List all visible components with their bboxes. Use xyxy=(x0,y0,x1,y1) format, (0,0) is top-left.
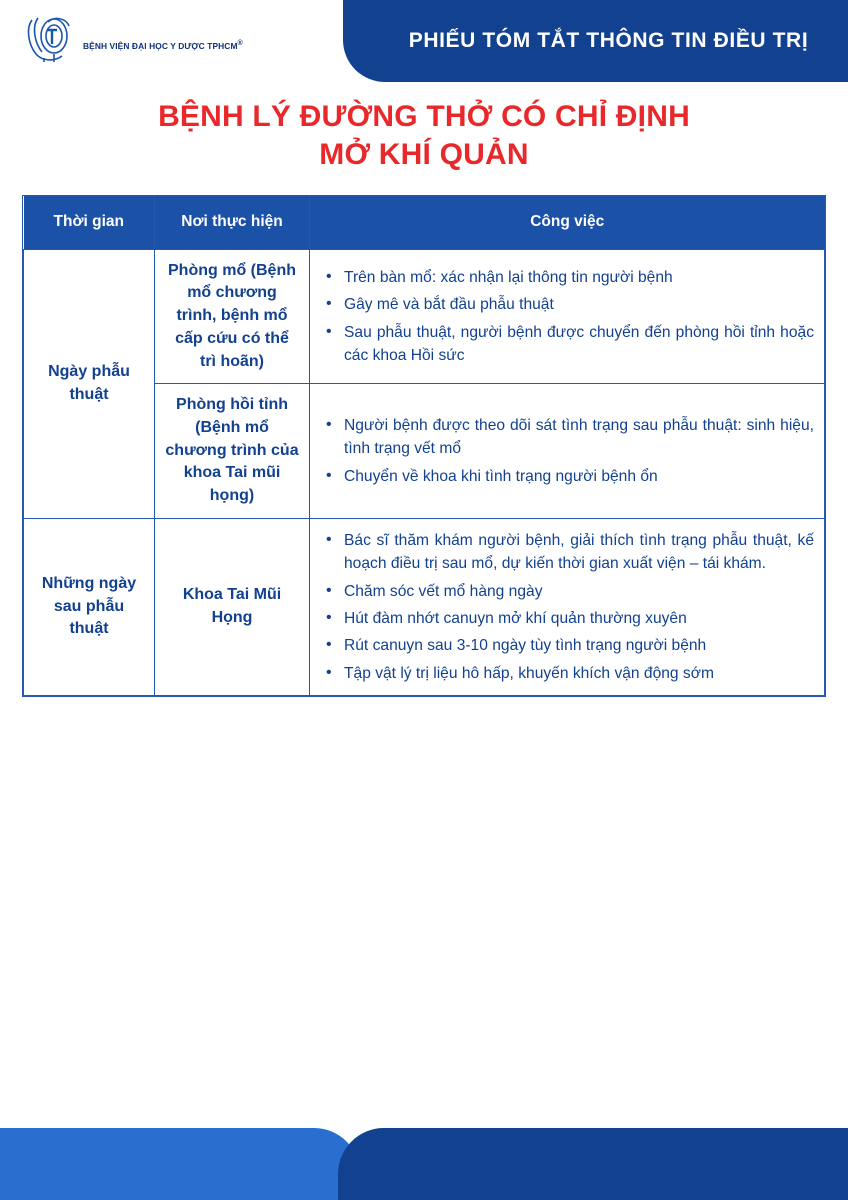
cell-tasks-recovery-room xyxy=(310,384,825,519)
list-item: • Chăm sóc vết mổ hàng ngày xyxy=(340,580,814,603)
list-item: • Trên bàn mổ: xác nhận lại thông tin người bệnh xyxy=(340,266,814,289)
hospital-logo-block xyxy=(24,14,243,64)
treatment-table xyxy=(23,196,825,696)
list-item: • Gây mê và bắt đầu phẫu thuật xyxy=(340,293,814,316)
table-header xyxy=(24,196,825,249)
footer-left-shape xyxy=(0,1128,360,1200)
cell-place-ent-department: Khoa Tai Mũi Họng xyxy=(155,518,310,695)
task-list xyxy=(320,529,814,685)
page-header xyxy=(0,0,848,82)
task-list xyxy=(320,266,814,368)
column-header-place: Nơi thực hiện xyxy=(155,196,310,249)
page-title-line-2: MỞ KHÍ QUẢN xyxy=(319,138,529,172)
hospital-name-label xyxy=(83,14,243,51)
list-item: • Tập vật lý trị liệu hô hấp, khuyến khích vận động sớm xyxy=(340,662,814,685)
hospital-logo-icon xyxy=(24,14,76,64)
cell-tasks-operating-room xyxy=(310,249,825,384)
list-item: • Bác sĩ thăm khám người bệnh, giải thích tình trạng phẫu thuật, kế hoạch điều trị sau mổ, dự kiến thời gian xuất viện – tái khám. xyxy=(340,529,814,576)
header-banner xyxy=(343,0,848,82)
list-item: • Người bệnh được theo dõi sát tình trạng sau phẫu thuật: sinh hiệu, tình trạng vết mổ xyxy=(340,414,814,461)
cell-time-post-op-days: Những ngày sau phẫu thuật xyxy=(24,518,155,695)
column-header-time: Thời gian xyxy=(24,196,155,249)
table-body xyxy=(24,249,825,696)
page-title-line-1: BỆNH LÝ ĐƯỜNG THỞ CÓ CHỈ ĐỊNH xyxy=(158,100,690,133)
treatment-table-wrapper xyxy=(22,195,826,697)
cell-time-surgery-day: Ngày phẫu thuật xyxy=(24,249,155,518)
column-header-task: Công việc xyxy=(310,196,825,249)
task-list xyxy=(320,414,814,488)
table-row xyxy=(24,518,825,695)
header-banner-title: PHIẾU TÓM TẮT THÔNG TIN ĐIỀU TRỊ xyxy=(408,29,809,52)
page-footer xyxy=(0,1128,848,1200)
hospital-name-text: BỆNH VIỆN ĐẠI HỌC Y DƯỢC TPHCM xyxy=(83,40,238,51)
list-item: • Rút canuyn sau 3-10 ngày tùy tình trạng người bệnh xyxy=(340,634,814,657)
list-item: • Sau phẫu thuật, người bệnh được chuyển đến phòng hồi tỉnh hoặc các khoa Hồi sức xyxy=(340,321,814,368)
registered-mark: ® xyxy=(237,40,243,47)
cell-place-operating-room: Phòng mổ (Bệnh mổ chương trình, bệnh mổ cấp cứu có thể trì hoãn) xyxy=(155,249,310,384)
cell-place-recovery-room: Phòng hồi tỉnh (Bệnh mổ chương trình của khoa Tai mũi họng) xyxy=(155,384,310,519)
table-row xyxy=(24,249,825,384)
page-title xyxy=(0,98,848,175)
footer-right-shape xyxy=(338,1128,848,1200)
table-header-row xyxy=(24,196,825,249)
list-item: • Hút đàm nhớt canuyn mở khí quản thường xuyên xyxy=(340,607,814,630)
list-item: • Chuyển về khoa khi tình trạng người bệnh ổn xyxy=(340,465,814,488)
cell-tasks-ent-department xyxy=(310,518,825,695)
